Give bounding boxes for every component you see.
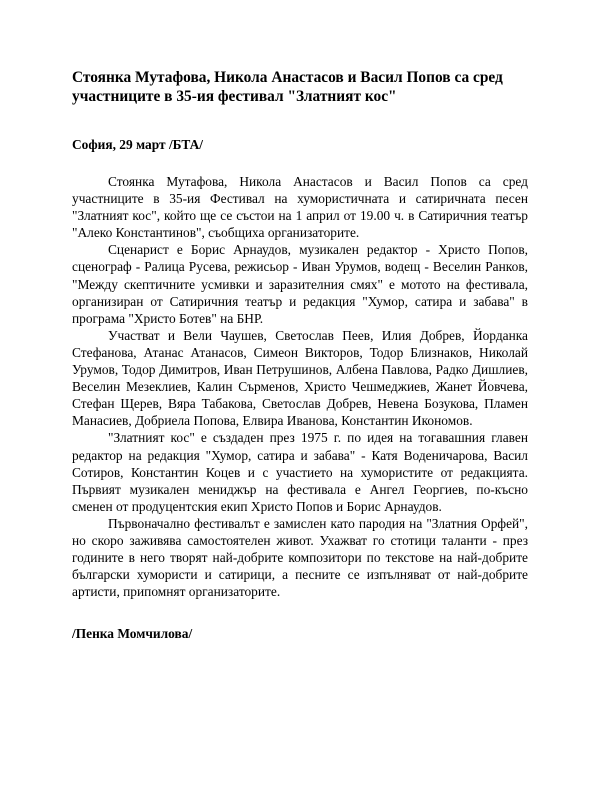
article-paragraph: "Златният кос" е създаден през 1975 г. по идея на тогавашния главен редактор на редакция "Хумор, сатира и забава" - Катя Воденичарова, Васил Сотиров, Константин Коцев и с участието на хумористите от редакцията. Първият музикален мениджър на фестивала е Ангел Георгиев, по-късно сменен от продуцентския екип Христо Попов и Борис Арнаудов. — [72, 430, 528, 514]
author-signature: /Пенка Момчилова/ — [72, 626, 193, 642]
article-paragraph: Първоначално фестивалът е замислен като пародия на "Златния Орфей", но скоро заживява самостоятелен живот. Ухажват го стотици таланти - през годините в него творят най-добрите композитори по текстове на най-добрите български хумористи и сатирици, а песните се изпълняват от най-добрите артисти, припомнят организаторите. — [72, 515, 528, 600]
document-page — [72, 68, 528, 642]
article-paragraph: Сценарист е Борис Арнаудов, музикален редактор - Христо Попов, сценограф - Ралица Русева, режисьор - Иван Урумов, водещ - Веселин Ранков, "Между скептичните усмивки и заразителния смях" е мотото на фестивала, организиран от Сатиричния театър и редакция "Хумор, сатира и забава" в програма "Христо Ботев" на БНР. — [72, 242, 528, 326]
article-dateline: София, 29 март /БТА/ — [72, 137, 203, 152]
article-headline: Стоянка Мутафова, Никола Анастасов и Васил Попов са сред участниците в 35-ия фестивал "Златният кос" — [72, 69, 503, 105]
article-body — [72, 173, 528, 600]
article-paragraph: Участват и Вели Чаушев, Светослав Пеев, Илия Добрев, Йорданка Стефанова, Атанас Атанасов, Симеон Викторов, Тодор Близнаков, Николай Урумов, Тодор Димитров, Иван Петрушинов, Албена Павлова, Радко Дишлиев, Веселин Мезеклиев, Калин Сърменов, Христо Чешмеджиев, Жанет Йовчева, Стефан Щерев, Вяра Табакова, Светослав Добрев, Невена Бозукова, Пламен Манасиев, Добриела Попова, Елвира Иванова, Константин Икономов. — [72, 327, 528, 429]
article-paragraph: Стоянка Мутафова, Никола Анастасов и Васил Попов са сред участниците в 35-ия Фестивал на хумористичната и сатиричната песен "Златният кос", който ще се състои на 1 април от 19.00 ч. в Сатиричния театър "Алеко Константинов", съобщиха организаторите. — [72, 174, 528, 241]
